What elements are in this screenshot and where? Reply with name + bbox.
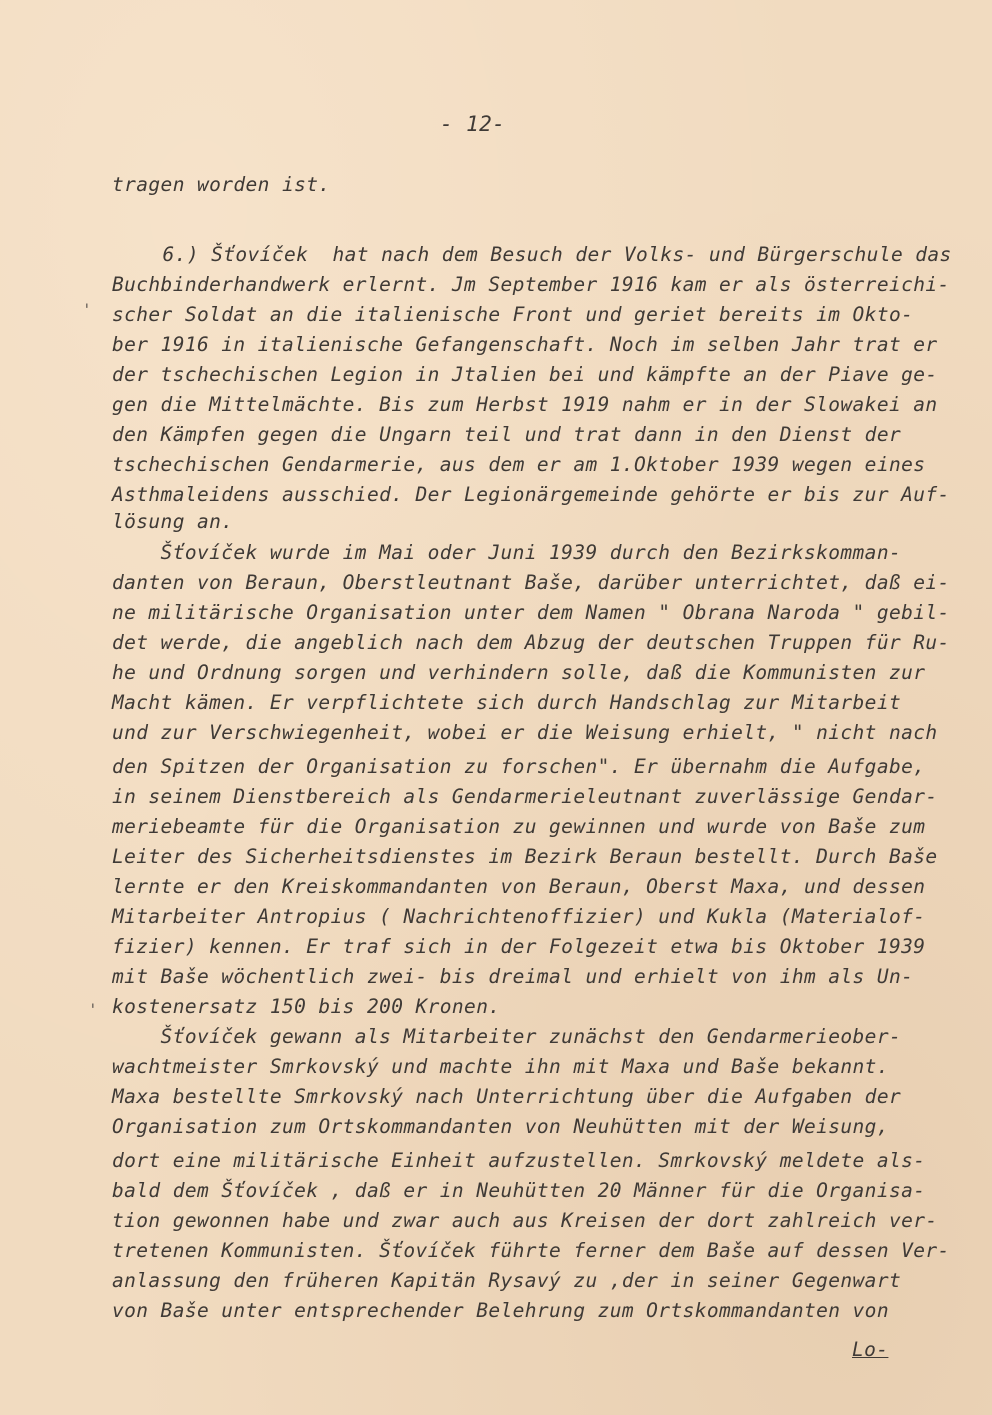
margin-mark: ': [82, 300, 92, 319]
text-line: Mitarbeiter Antropius ( Nachrichtenoffizier) und Kukla (Materialof-: [112, 905, 926, 928]
margin-mark: ': [88, 1000, 98, 1019]
text-line: scher Soldat an die italienische Front und geriet bereits im Okto-: [112, 303, 914, 326]
text-line: 6.) Šťovíček hat nach dem Besuch der Volks- und Bürgerschule das: [114, 243, 952, 266]
text-line: Organisation zum Ortskommandanten von Neuhütten mit der Weisung,: [112, 1115, 889, 1138]
text-line: anlassung den früheren Kapitän Rysavý zu ,der in seiner Gegenwart: [112, 1269, 902, 1292]
text-line: Macht kämen. Er verpflichtete sich durch Handschlag zur Mitarbeit: [112, 691, 902, 714]
text-line: gen die Mittelmächte. Bis zum Herbst 1919 nahm er in der Slowakei an: [112, 393, 938, 416]
text-line: det werde, die angeblich nach dem Abzug der deutschen Truppen für Ru-: [112, 631, 950, 654]
text-line: ne militärische Organisation unter dem Namen " Obrana Naroda " gebil-: [112, 601, 950, 624]
text-line: fizier) kennen. Er traf sich in der Folgezeit etwa bis Oktober 1939: [112, 935, 926, 958]
text-line: tragen worden ist.: [112, 173, 331, 196]
text-line: ber 1916 in italienische Gefangenschaft. Noch im selben Jahr trat er: [112, 333, 938, 356]
text-line: Asthmaleidens ausschied. Der Legionärgemeinde gehörte er bis zur Auf-: [112, 483, 950, 506]
text-line: Maxa bestellte Smrkovský nach Unterrichtung über die Aufgaben der: [112, 1085, 902, 1108]
text-line: von Baše unter entsprechender Belehrung zum Ortskommandanten von: [112, 1299, 889, 1322]
text-line: kostenersatz 150 bis 200 Kronen.: [112, 995, 501, 1018]
text-line: tretenen Kommunisten. Šťovíček führte ferner dem Baše auf dessen Ver-: [112, 1239, 950, 1262]
text-line: he und Ordnung sorgen und verhindern solle, daß die Kommunisten zur: [112, 661, 926, 684]
text-line: Leiter des Sicherheitsdienstes im Bezirk Beraun bestellt. Durch Baše: [112, 845, 938, 868]
catchword: Lo-: [852, 1338, 889, 1361]
text-line: Šťovíček gewann als Mitarbeiter zunächst den Gendarmerieober-: [112, 1025, 902, 1048]
text-line: in seinem Dienstbereich als Gendarmerieleutnant zuverlässige Gendar-: [112, 785, 938, 808]
text-line: den Kämpfen gegen die Ungarn teil und trat dann in den Dienst der: [112, 423, 902, 446]
text-line: lösung an.: [112, 510, 234, 533]
page-number: - 12-: [440, 112, 506, 136]
text-line: den Spitzen der Organisation zu forschen". Er übernahm die Aufgabe,: [112, 755, 926, 778]
text-line: und zur Verschwiegenheit, wobei er die Weisung erhielt, " nicht nach: [112, 721, 938, 744]
text-line: bald dem Šťovíček , daß er in Neuhütten 20 Männer für die Organisa-: [112, 1179, 926, 1202]
text-line: wachtmeister Smrkovský und machte ihn mit Maxa und Baše bekannt.: [112, 1055, 889, 1078]
text-line: mit Baše wöchentlich zwei- bis dreimal und erhielt von ihm als Un-: [112, 965, 914, 988]
text-line: tion gewonnen habe und zwar auch aus Kreisen der dort zahlreich ver-: [112, 1209, 938, 1232]
text-line: danten von Beraun, Oberstleutnant Baše, darüber unterrichtet, daß ei-: [112, 571, 950, 594]
text-line: der tschechischen Legion in Jtalien bei und kämpfte an der Piave ge-: [112, 363, 938, 386]
text-line: Buchbinderhandwerk erlernt. Jm September 1916 kam er als österreichi-: [112, 273, 950, 296]
text-line: dort eine militärische Einheit aufzustellen. Smrkovský meldete als-: [112, 1149, 926, 1172]
text-line: meriebeamte für die Organisation zu gewinnen und wurde von Baše zum: [112, 815, 926, 838]
text-line: tschechischen Gendarmerie, aus dem er am 1.Oktober 1939 wegen eines: [112, 453, 926, 476]
text-line: lernte er den Kreiskommandanten von Beraun, Oberst Maxa, und dessen: [112, 875, 926, 898]
text-line: Šťovíček wurde im Mai oder Juni 1939 durch den Bezirkskomman-: [112, 541, 902, 564]
